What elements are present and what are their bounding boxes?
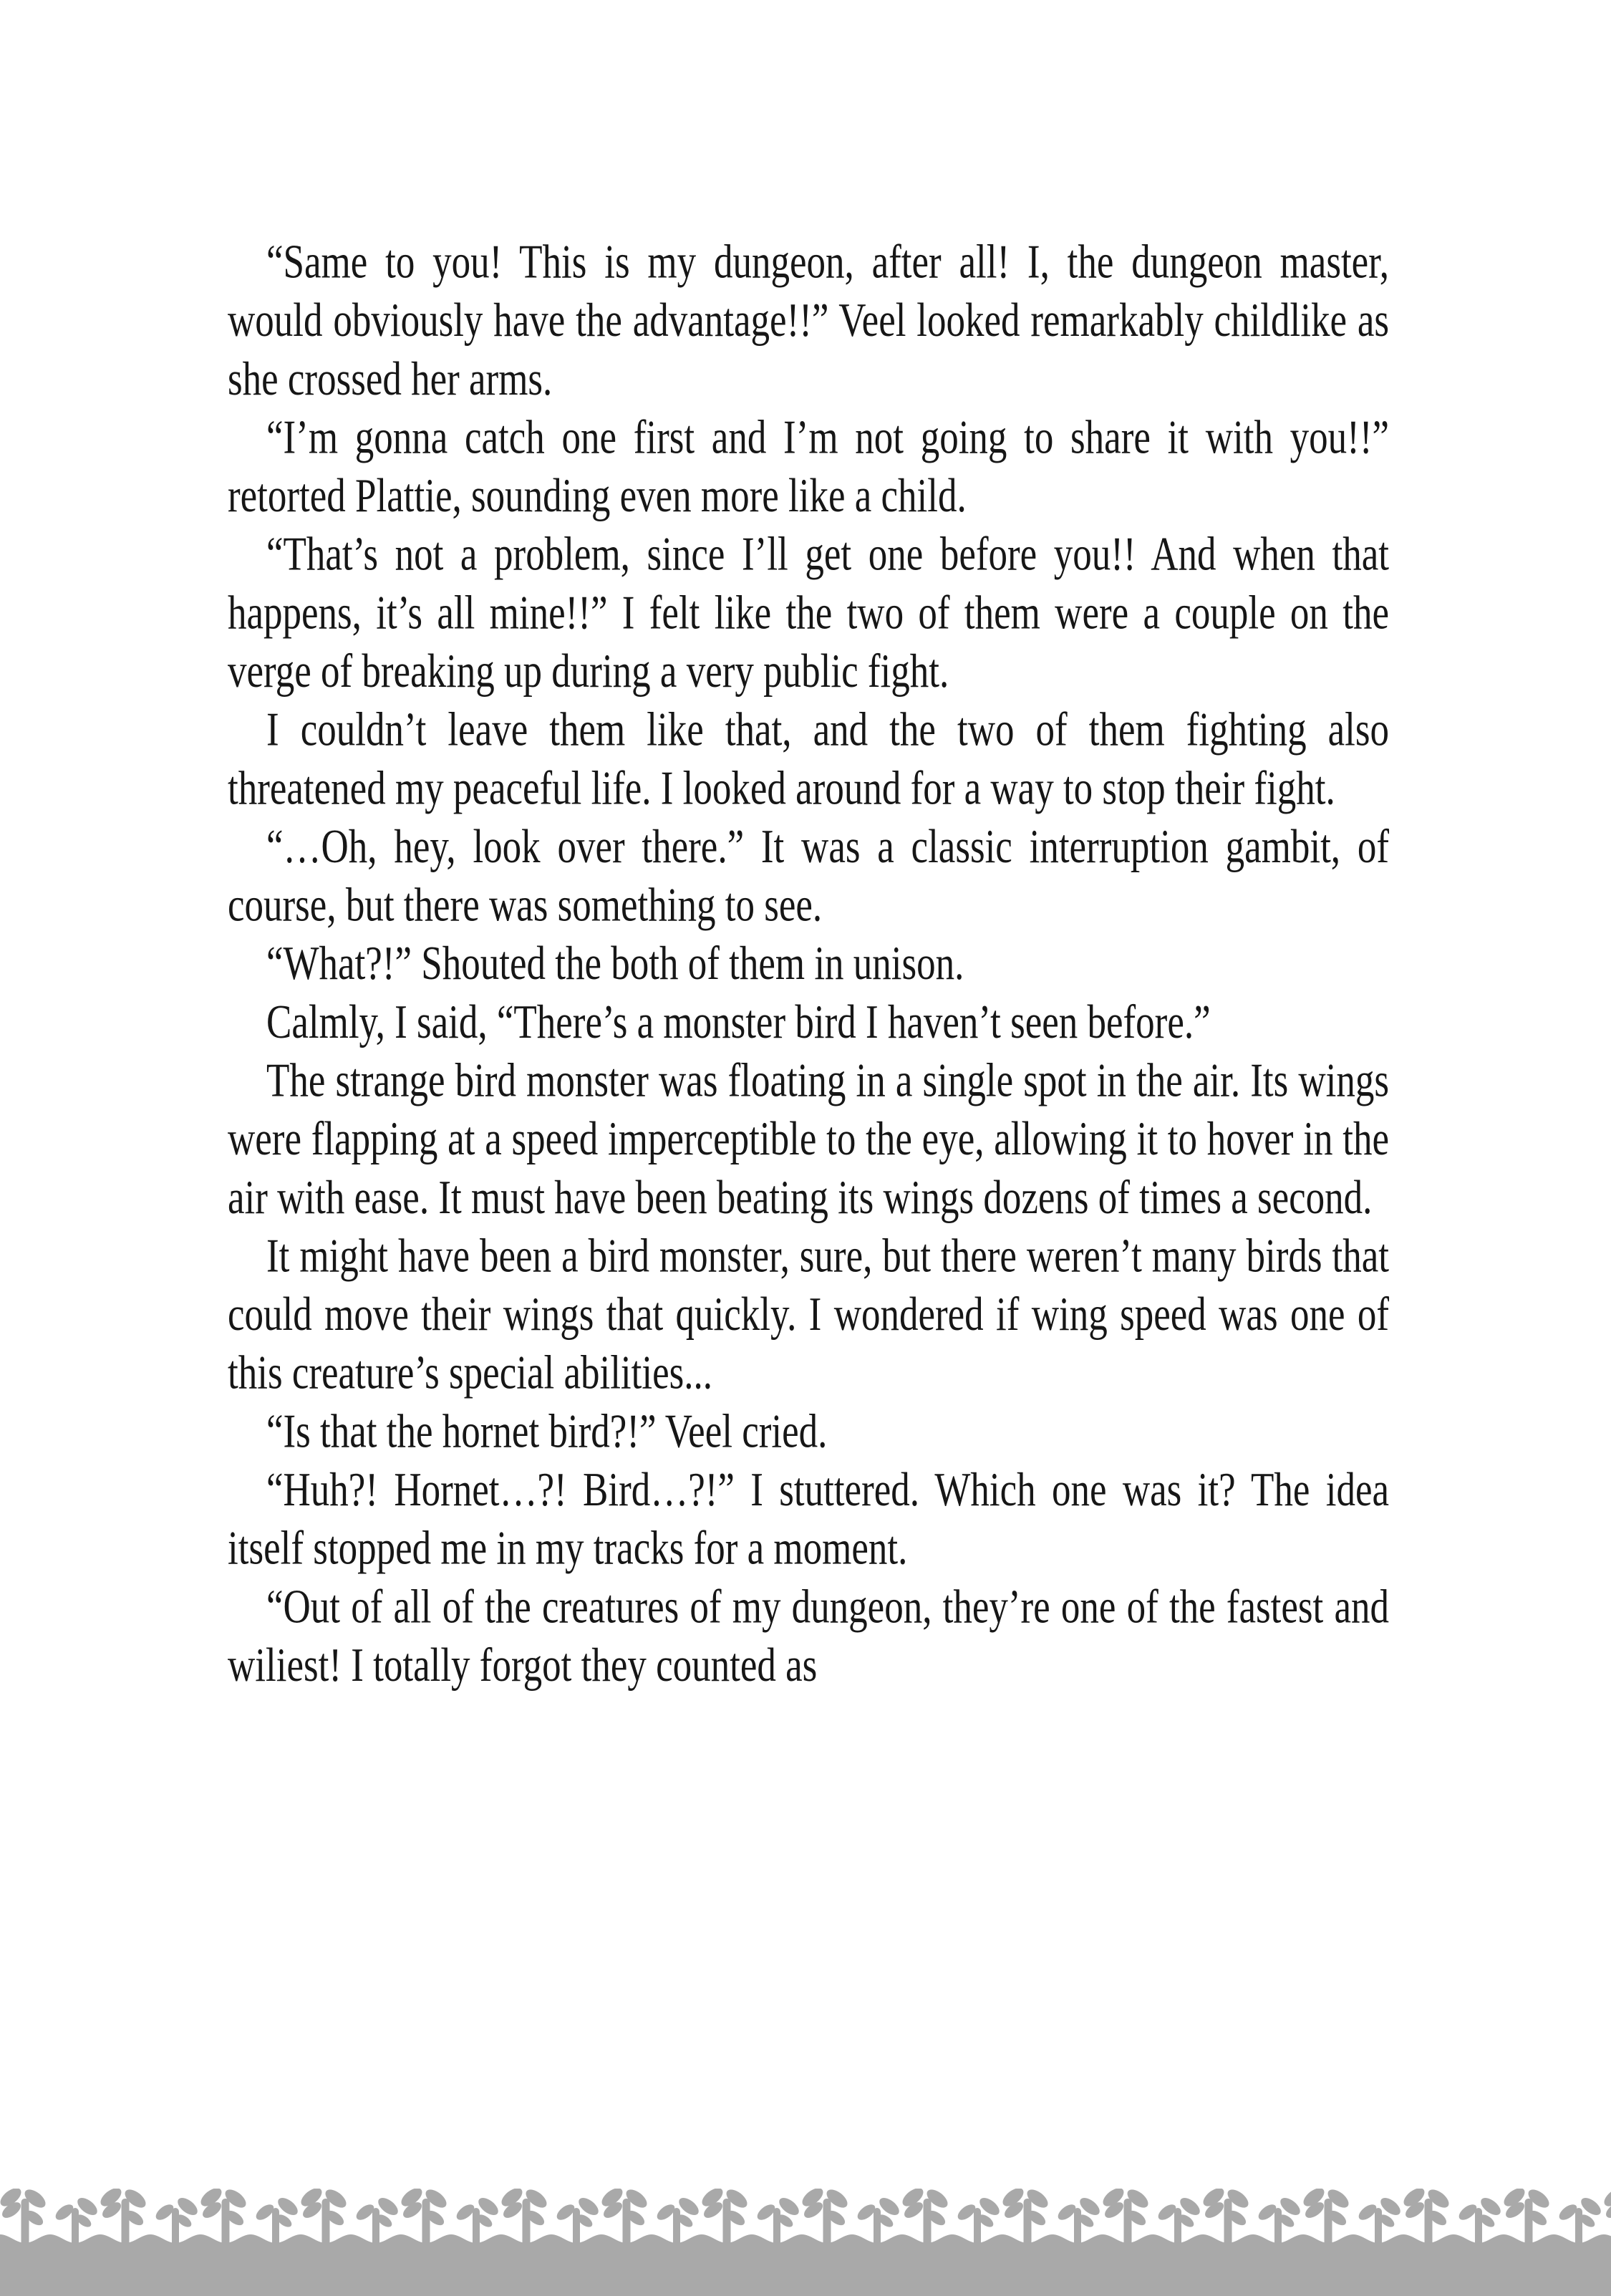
paragraph: “Same to you! This is my dungeon, after all! I, the dungeon master, would obviously have the advantage!!” Veel looked remarkably childlike as she crossed her arms. xyxy=(228,236,1389,405)
sprout-border-decoration xyxy=(0,2189,1611,2296)
paragraph: The strange bird monster was floating in a single spot in the air. Its wings were flapping at a speed imperceptible to the eye, allowing it to hover in the air with ease. It must have been beating its wings dozens of times a second. xyxy=(228,1054,1389,1224)
paragraph: Calmly, I said, “There’s a monster bird I haven’t seen before.” xyxy=(266,996,1211,1048)
paragraph: “…Oh, hey, look over there.” It was a classic interruption gambit, of course, but there was something to see. xyxy=(228,821,1389,932)
paragraph: “I’m gonna catch one first and I’m not going to share it with you!!” retorted Plattie, sounding even more like a child. xyxy=(228,411,1389,523)
paragraph: “That’s not a problem, since I’ll get one before you!! And when that happens, it’s all mine!!” I felt like the two of them were a couple on the verge of breaking up during a very public fight. xyxy=(228,528,1389,698)
paragraph: “Huh?! Hornet…?! Bird…?!” I stuttered. Which one was it? The idea itself stopped me in my tracks for a moment. xyxy=(228,1464,1389,1575)
paragraph: I couldn’t leave them like that, and the two of them fighting also threatened my peaceful life. I looked around for a way to stop their fight. xyxy=(228,703,1389,815)
sprout-border-fill xyxy=(0,2189,1611,2296)
paragraph: “Is that the hornet bird?!” Veel cried. xyxy=(266,1405,828,1458)
text-block xyxy=(228,233,1389,1695)
paragraph: It might have been a bird monster, sure, but there weren’t many birds that could move their wings that quickly. I wondered if wing speed was one of this creature’s special abilities... xyxy=(228,1230,1389,1399)
paragraph: “What?!” Shouted the both of them in unison. xyxy=(266,937,964,990)
paragraph: “Out of all of the creatures of my dungeon, they’re one of the fastest and wiliest! I totally forgot they counted as xyxy=(228,1581,1389,1692)
